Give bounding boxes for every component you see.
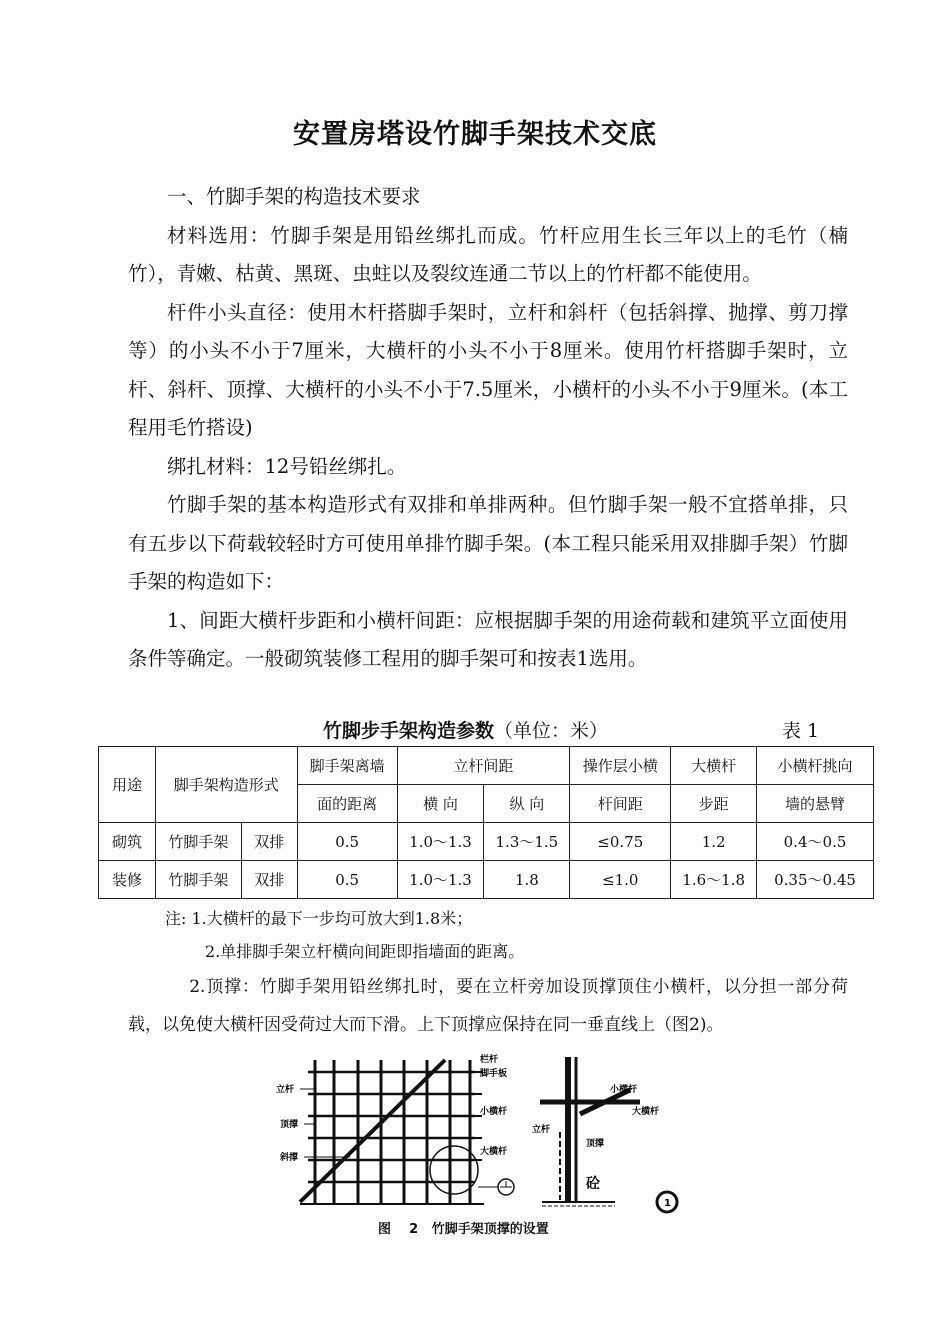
- table-cell: 装修: [99, 861, 156, 899]
- parameters-table: [98, 746, 874, 899]
- table-cell: 双排: [241, 823, 297, 861]
- document-title: 安置房塔设竹脚手架技术交底: [293, 119, 657, 150]
- table-cell: 0.5: [297, 823, 397, 861]
- header-cantilever-2: 墙的悬臂: [757, 785, 874, 823]
- table-cell: 0.35～0.45: [757, 861, 874, 899]
- paragraph-spacing: 1、间距大横杆步距和小横杆间距：应根据脚手架的用途荷载和建筑平立面使用条件等确定。一般砌筑装修工程用的脚手架可和按表1选用。: [128, 608, 848, 670]
- note-2: 2.单排脚手架立杆横向间距即指墙面的距离。: [205, 942, 525, 961]
- table-cell: 砌筑: [99, 823, 156, 861]
- figure-label: 顶撑: [586, 1139, 605, 1149]
- figure-label: 脚手板: [480, 1069, 508, 1079]
- figure-label: 斜撑: [280, 1153, 299, 1163]
- header-small-bar-2: 杆间距: [570, 785, 671, 823]
- table-row: [99, 823, 874, 861]
- header-use: 用途: [99, 747, 156, 823]
- paragraph-forms: 竹脚手架的基本构造形式有双排和单排两种。但竹脚手架一般不宜搭单排，只有五步以下荷载较轻时方可使用单排竹脚手架。(本工程只能采用双排脚手架）竹脚手架的构造如下：: [128, 493, 848, 593]
- paragraph-diameter: 杆件小头直径：使用木杆搭脚手架时，立杆和斜杆（包括斜撑、抛撑、剪刀撑等）的小头不小于7厘米，大横杆的小头不小于8厘米。使用竹杆搭脚手架时，立杆、斜杆、顶撑、大横杆的小头不小于7.5厘米，小横杆的小头不小于9厘米。(本工程用毛竹搭设): [128, 300, 848, 439]
- table-cell: 0.4～0.5: [757, 823, 874, 861]
- table-cell: 1.0～1.3: [397, 823, 484, 861]
- figure-label: 大横杆: [632, 1107, 660, 1117]
- figure-label: 栏杆: [480, 1055, 499, 1065]
- section-heading: 一、竹脚手架的构造技术要求: [167, 185, 421, 208]
- figure-label: 立杆: [276, 1085, 295, 1095]
- figure-label: 顶撑: [280, 1120, 299, 1130]
- table-cell: 0.5: [297, 861, 397, 899]
- figure-badge-number: 1: [664, 1198, 671, 1209]
- paragraph-binding: 绑扎材料：12号铅丝绑扎。: [167, 454, 407, 478]
- paragraph-materials: 材料选用：竹脚手架是用铅丝绑扎而成。竹杆应用生长三年以上的毛竹（楠竹），青嫩、枯黄、黑斑、虫蛀以及裂纹连通二节以上的竹杆都不能使用。: [128, 223, 848, 285]
- header-wall-distance-2: 面的距离: [297, 785, 397, 823]
- figure-label: 小横杆: [480, 1107, 508, 1117]
- table-cell: 1.2: [671, 823, 757, 861]
- table-cell: 1.8: [484, 861, 570, 899]
- table-cell: 1.3～1.5: [484, 823, 570, 861]
- figure-caption: 图 2 竹脚手架顶撑的设置: [378, 1222, 549, 1237]
- table-cell: 1.6～1.8: [671, 861, 757, 899]
- header-big-bar: 大横杆: [671, 747, 757, 785]
- table-caption: [98, 716, 874, 746]
- table-cell: ≤0.75: [570, 823, 671, 861]
- table-cell: 双排: [241, 861, 297, 899]
- header-cantilever: 小横杆挑向: [757, 747, 874, 785]
- paragraph-support: [128, 968, 848, 1044]
- header-big-bar-2: 步距: [671, 785, 757, 823]
- table-caption-title: 竹脚步手架构造参数: [323, 720, 495, 742]
- table-header-row: [99, 747, 874, 785]
- paragraph-support-text: 2.顶撑：竹脚手架用铅丝绑扎时，要在立杆旁加设顶撑顶住小横杆，以分担一部分荷载，以免使大横杆因受荷过大而下滑。上下顶撑应保持在同一垂直线上（图2)。: [128, 977, 848, 1035]
- table-row: [99, 861, 874, 899]
- scaffold-frame: [300, 1060, 484, 1204]
- header-transverse: 横 向: [397, 785, 484, 823]
- figure-label: 小横杆: [610, 1085, 638, 1095]
- figure-label: 砼: [586, 1176, 600, 1192]
- figure-label: 大横杆: [480, 1147, 508, 1157]
- header-form: 脚手架构造形式: [155, 747, 297, 823]
- body-text: [128, 178, 848, 679]
- table-cell: ≤1.0: [570, 861, 671, 899]
- table-number: 表 1: [782, 720, 820, 742]
- table-cell: 竹脚手架: [155, 823, 241, 861]
- header-wall-distance: 脚手架离墙: [297, 747, 397, 785]
- header-pole-spacing: 立杆间距: [397, 747, 570, 785]
- figure-label: 立杆: [532, 1125, 551, 1135]
- note-1: 注: 1.大横杆的最下一步均可放大到1.8米；: [165, 909, 473, 928]
- header-small-bar: 操作层小横: [570, 747, 671, 785]
- table-cell: 1.0～1.3: [397, 861, 484, 899]
- header-longitudinal: 纵 向: [484, 785, 570, 823]
- table-cell: 竹脚手架: [155, 861, 241, 899]
- table-caption-unit: （单位：米）: [494, 720, 609, 742]
